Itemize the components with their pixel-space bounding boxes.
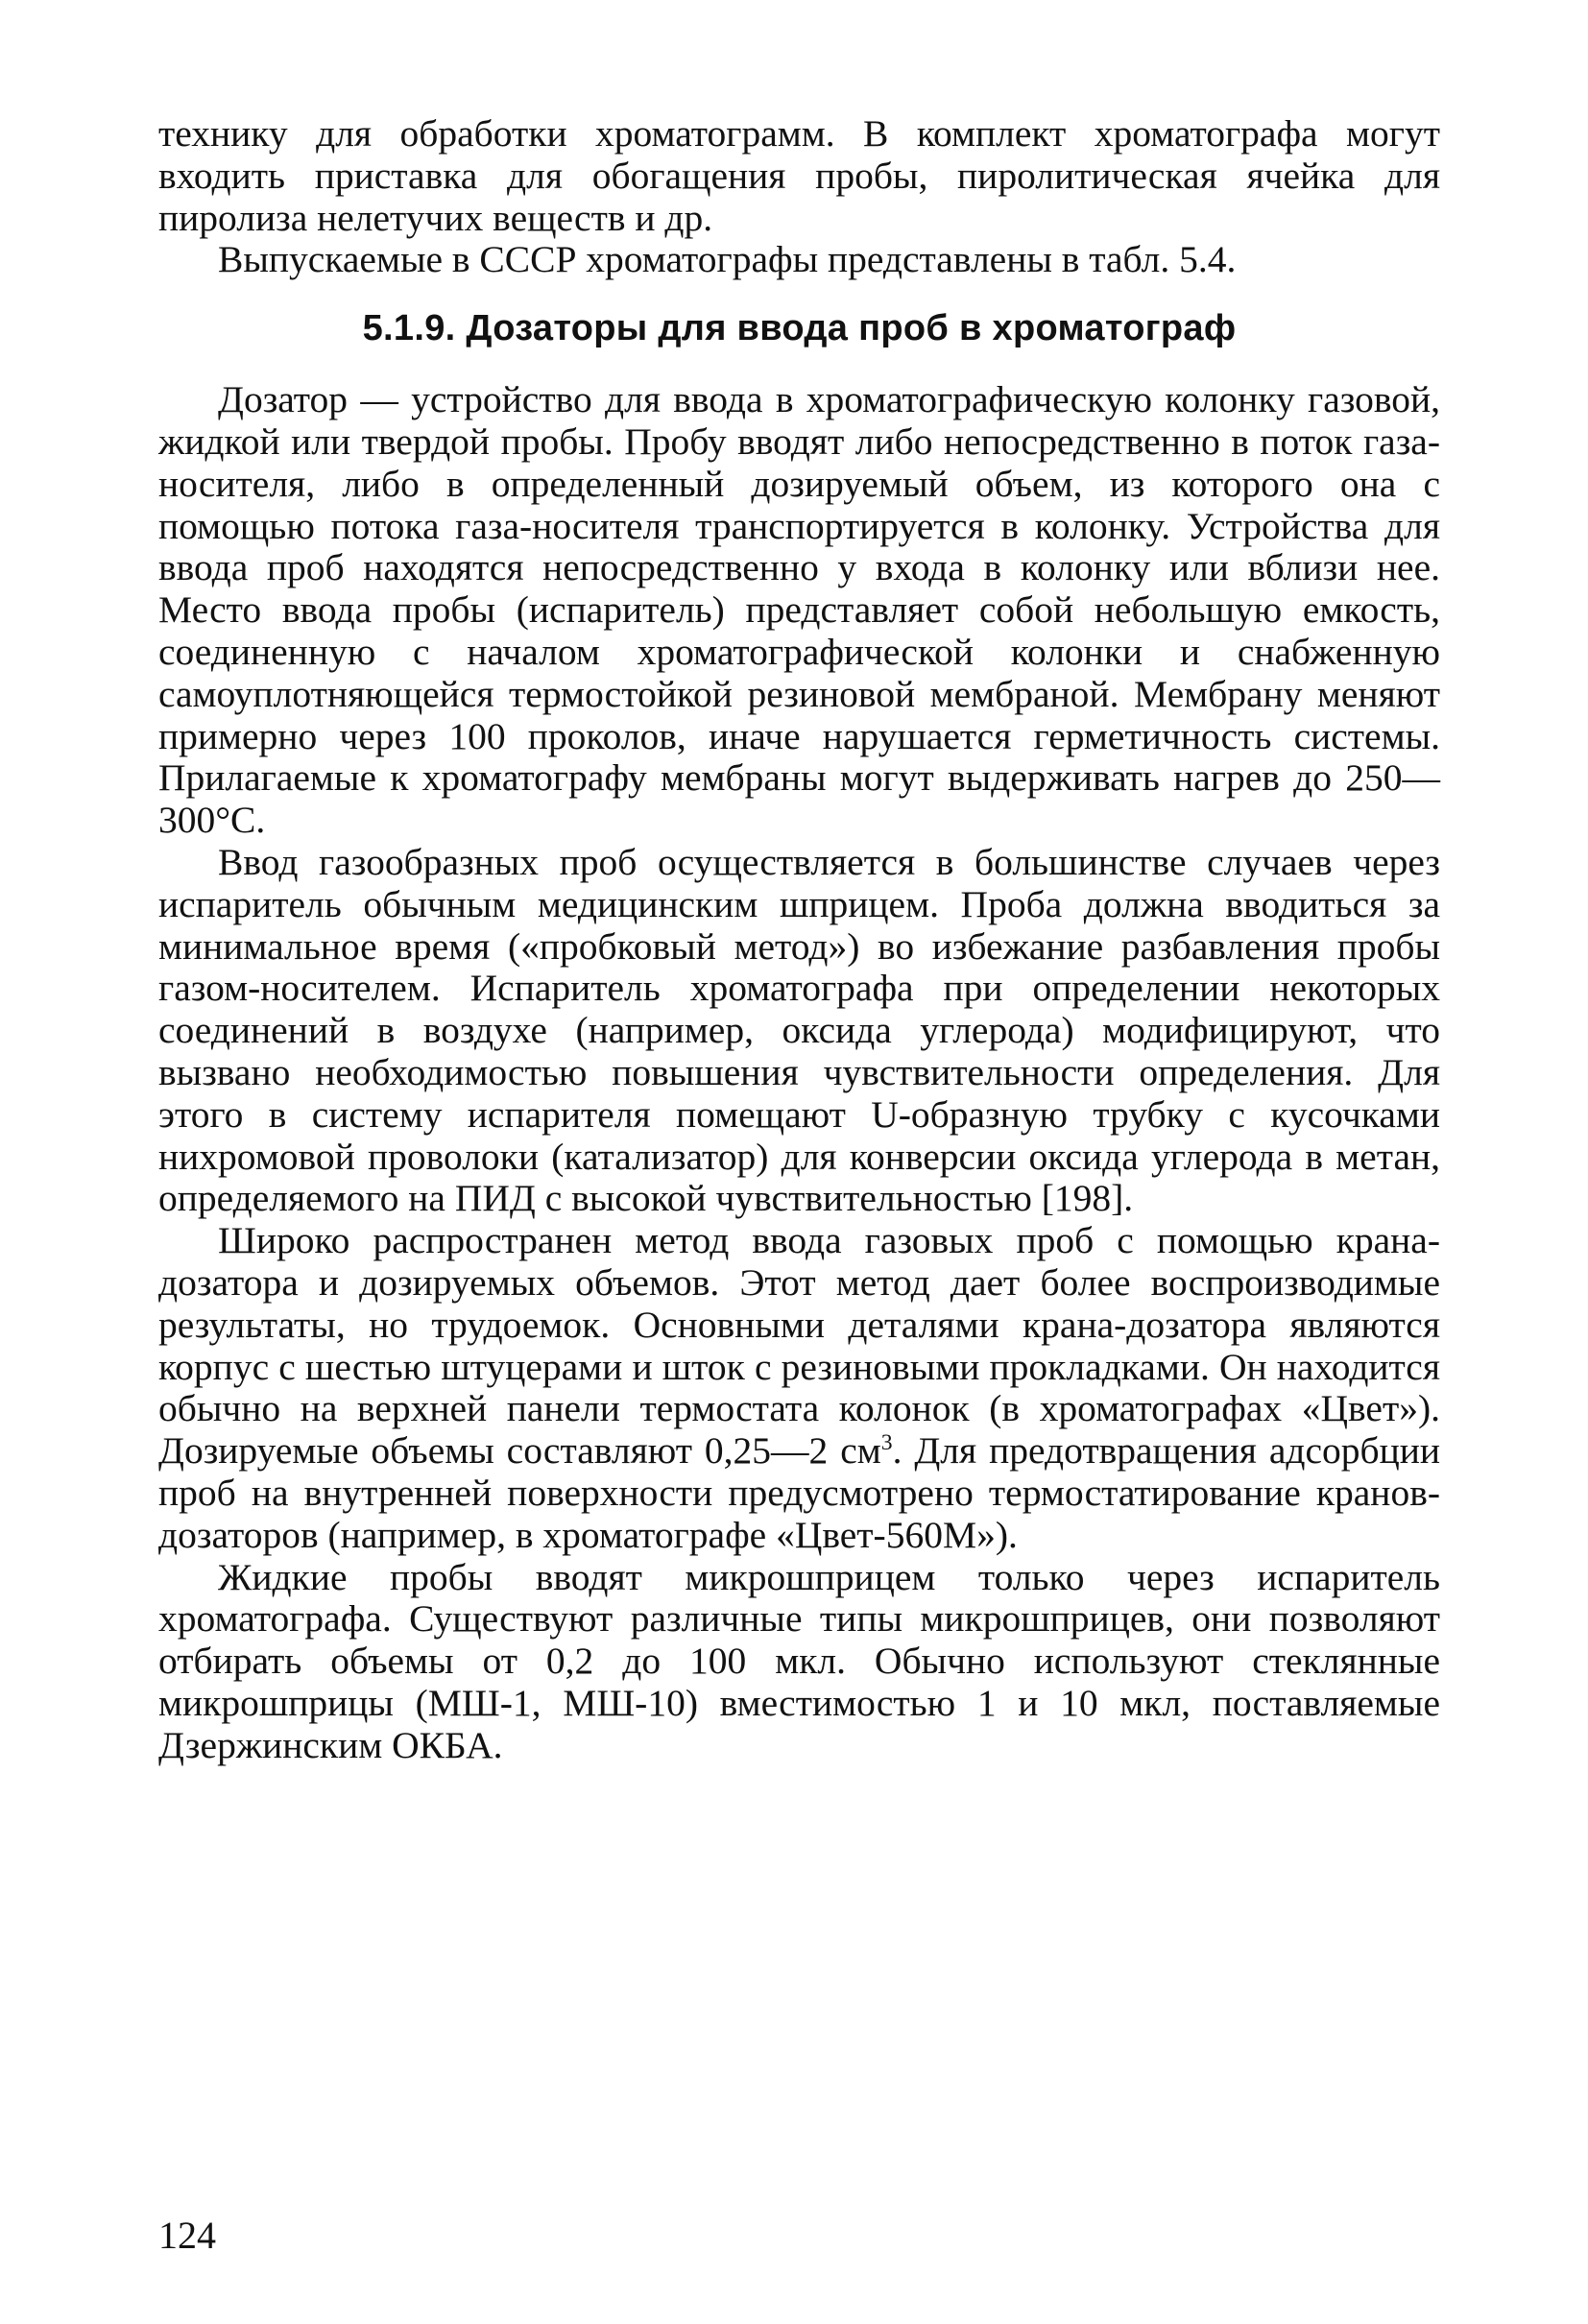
paragraph-liquid-samples: Жидкие пробы вводят микрошприцем только через испаритель хроматографа. Существуют различные типы микрошприцев, они позволяют отбирать объемы от 0,2 до 100 мкл. Обычно используют стеклянные микрошприцы (МШ-1, МШ-10) вместимостью 1 и 10 мкл, поставляемые Дзержинским ОКБА.	[158, 1555, 1440, 1766]
section-heading: 5.1.9. Дозаторы для ввода проб в хроматограф	[362, 308, 1237, 349]
page-number: 124	[158, 2214, 216, 2257]
paragraph-dosator-definition: Дозатор — устройство для ввода в хроматографическую колонку газовой, жидкой или твердой пробы. Пробу вводят либо непосредственно в поток газа-носителя, либо в определенный дозируемый объем, из которого она с помощью потока газа-носителя транспортируется в колонку. Устройства для ввода проб находятся непосредственно у входа в колонку или вблизи нее. Место ввода пробы (испаритель) представляет собой небольшую емкость, соединенную с началом хроматографической колонки и снабженную самоуплотняющейся термостойкой резиновой мембраной. Мембрану меняют примерно через 100 проколов, иначе нарушается герметичность системы. Прилагаемые к хроматографу мембраны могут выдерживать нагрев до 250—300°С.	[158, 378, 1440, 842]
paragraph-dosing-valve	[158, 1220, 1440, 1556]
paragraph-gas-samples: Ввод газообразных проб осуществляется в большинстве случаев через испаритель обычным медицинским шприцем. Проба должна вводиться за минимальное время («пробковый метод») во избежание разбавления пробы газом-носителем. Испаритель хроматографа при определении некоторых соединений в воздухе (например, оксида углерода) модифицируют, что вызвано необходимостью повышения чувствительности определения. Для этого в систему испарителя помещают U-образную трубку с кусочками нихромовой проволоки (катализатор) для конверсии оксида углерода в метан, определяемого на ПИД с высокой чувствительностью [198].	[158, 840, 1440, 1220]
superscript-cubic: 3	[880, 1429, 893, 1455]
book-page	[158, 113, 1440, 1766]
paragraph-table-reference: Выпускаемые в СССР хроматографы представлены в табл. 5.4.	[218, 238, 1237, 281]
dosing-text-before: Широко распространен метод ввода газовых проб с помощью крана-дозатора и дозируемых объемов. Этот метод дает более воспроизводимые результаты, но трудоемок. Основными деталями крана-дозатора являются корпус с шестью штуцерами и шток с резиновыми прокладками. Он находится обычно на верхней панели термостата колонок (в хроматографах «Цвет»). Дозируемые объемы составляют 0,25—2 см	[158, 1219, 1440, 1473]
dosing-text-after: . Для предотвращения адсорбции проб на внутренней поверхности предусмотрено термостатирование кранов-дозаторов (например, в хроматографе «Цвет-560М»).	[158, 1429, 1440, 1556]
paragraph-continued: технику для обработки хроматограмм. В комплект хроматографа могут входить приставка для обогащения пробы, пиролитическая ячейка для пиролиза нелетучих веществ и др.	[158, 112, 1440, 239]
